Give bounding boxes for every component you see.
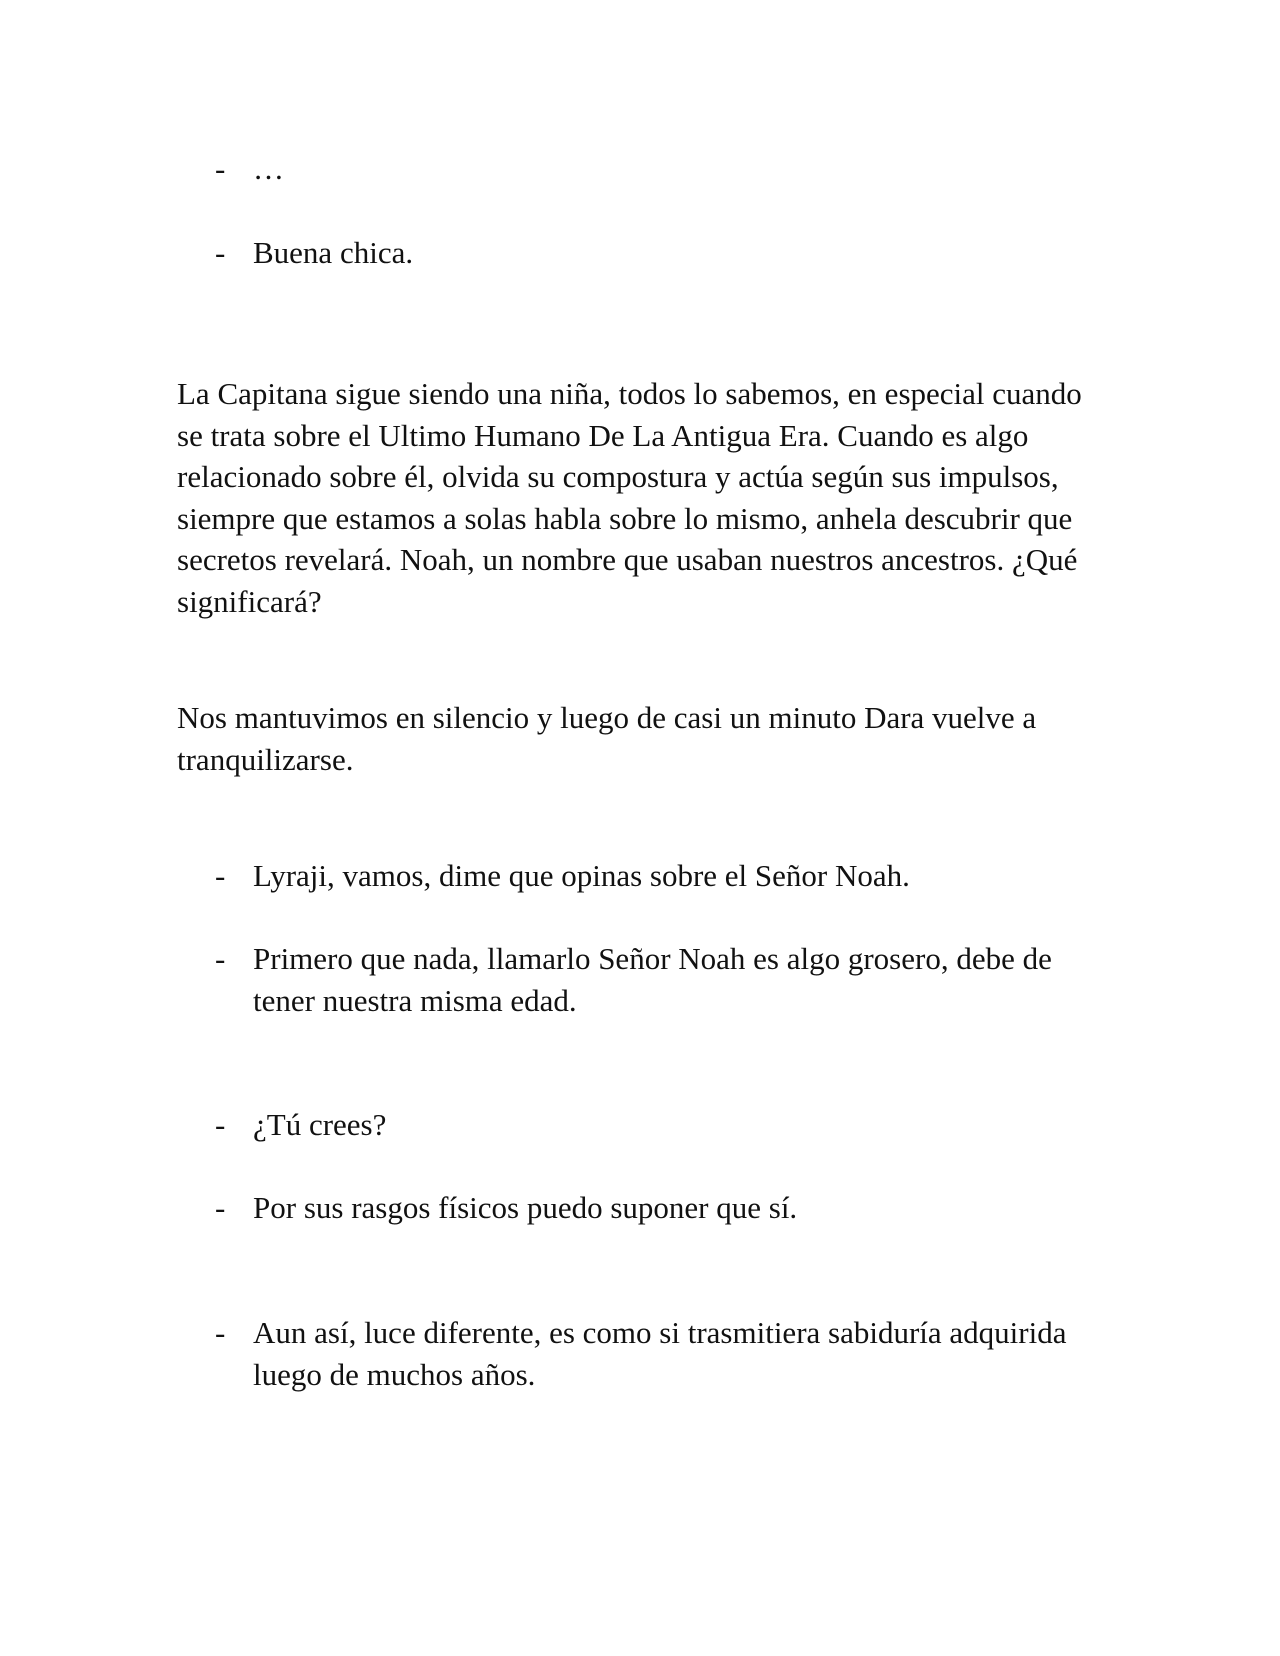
dialogue-line [215, 855, 1115, 897]
dialogue-dash: - [215, 235, 226, 270]
dialogue-text: … [253, 151, 284, 186]
dialogue-dash: - [215, 1315, 226, 1350]
dialogue-line [215, 232, 1115, 274]
dialogue-line [215, 1187, 1115, 1229]
dialogue-dash: - [215, 858, 226, 893]
dialogue-line [215, 148, 1115, 190]
dialogue-text: Lyraji, vamos, dime que opinas sobre el Señor Noah. [253, 858, 910, 893]
dialogue-dash: - [215, 1190, 226, 1225]
dialogue-text: ¿Tú crees? [253, 1107, 387, 1142]
dialogue-text: Por sus rasgos físicos puedo suponer que sí. [253, 1190, 798, 1225]
dialogue-dash: - [215, 1107, 226, 1142]
dialogue-text: Buena chica. [253, 235, 414, 270]
dialogue-text: Aun así, luce diferente, es como si trasmitiera sabiduría adquirida luego de muchos años. [253, 1315, 1067, 1392]
narrative-paragraph: La Capitana sigue siendo una niña, todos lo sabemos, en especial cuando se trata sobre el Ultimo Humano De La Antigua Era. Cuando es algo relacionado sobre él, olvida su compostura y actúa según sus impulsos, siempre que estamos a solas habla sobre lo mismo, anhela descubrir que secretos revelará. Noah, un nombre que usaban nuestros ancestros. ¿Qué significará? [177, 376, 1082, 619]
dialogue-line [215, 938, 1115, 1021]
dialogue-dash: - [215, 941, 226, 976]
dialogue-text: Primero que nada, llamarlo Señor Noah es algo grosero, debe de tener nuestra misma edad. [253, 941, 1052, 1018]
dialogue-line [215, 1312, 1115, 1395]
dialogue-dash: - [215, 151, 226, 186]
dialogue-line [215, 1104, 1115, 1146]
narrative-paragraph: Nos mantuvimos en silencio y luego de casi un minuto Dara vuelve a tranquilizarse. [177, 700, 1037, 777]
